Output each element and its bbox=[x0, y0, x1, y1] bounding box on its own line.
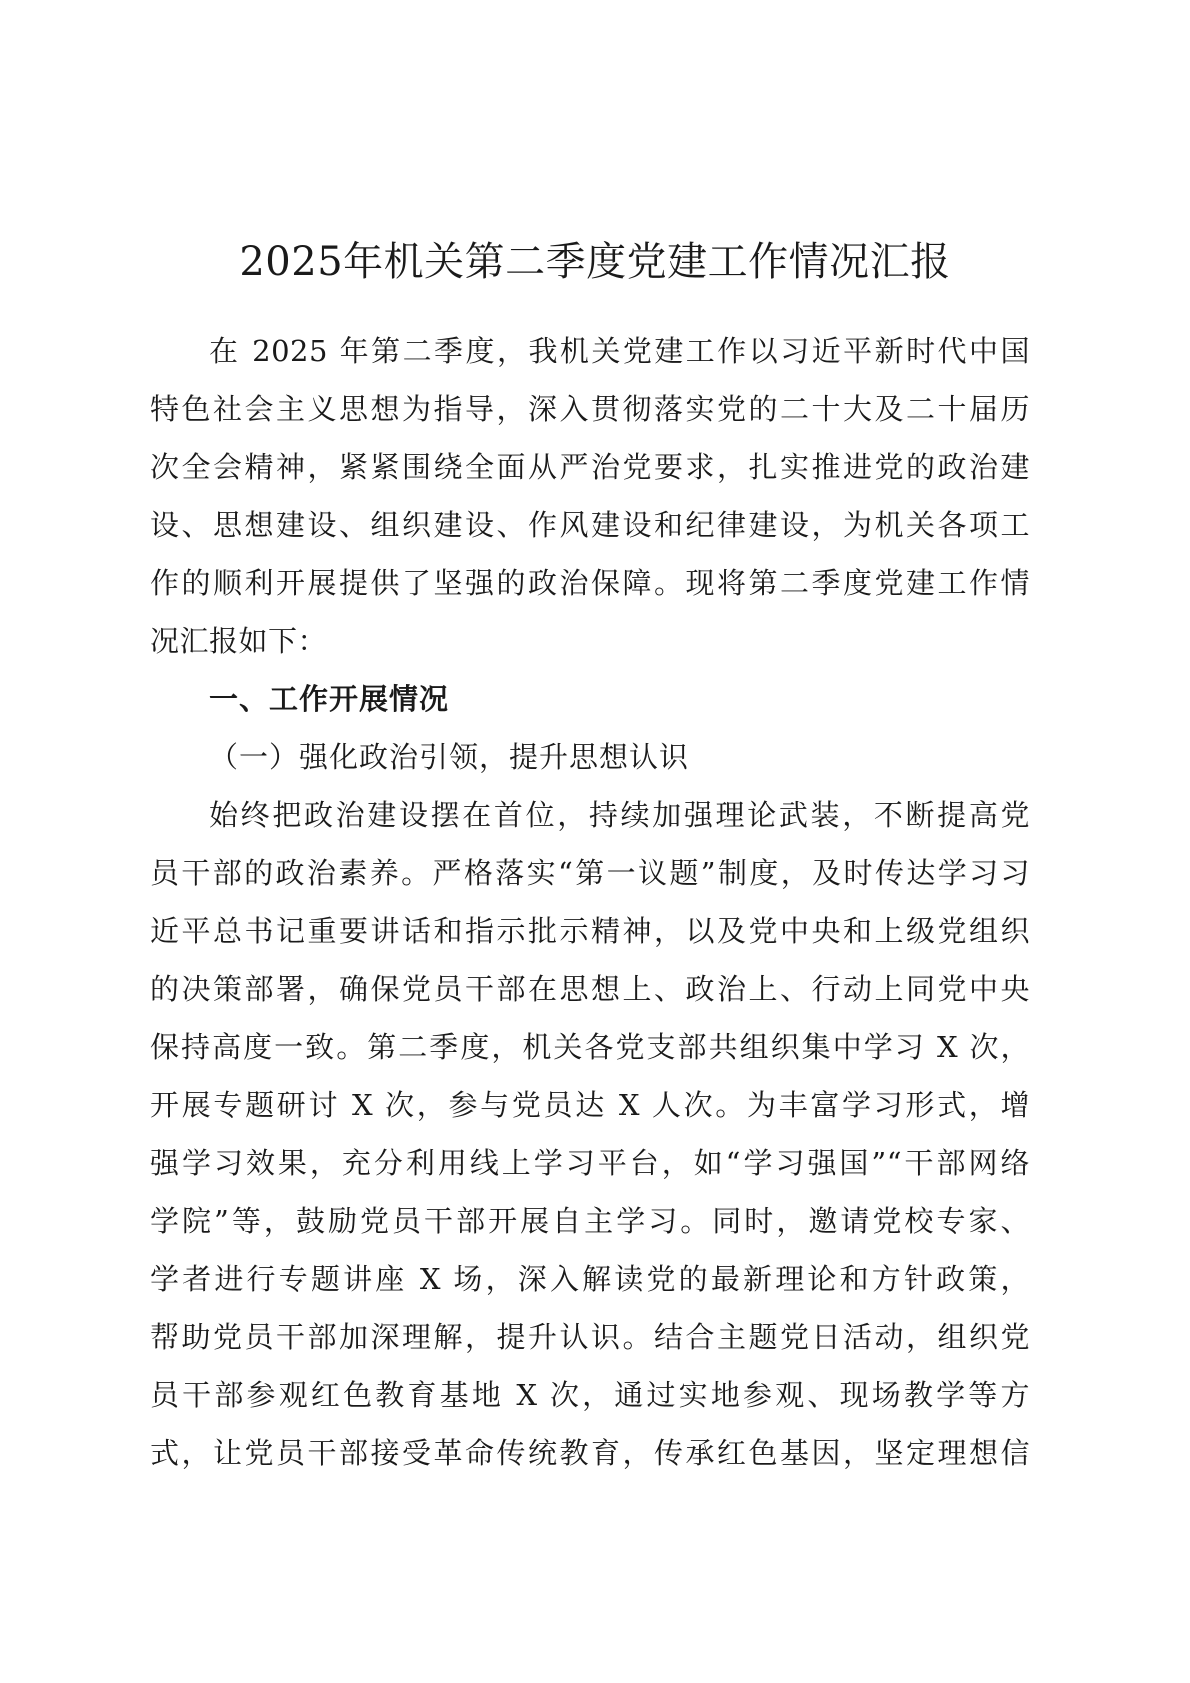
document-title: 2025年机关第二季度党建工作情况汇报 bbox=[239, 239, 951, 285]
body-line: 近平总书记重要讲话和指示批示精神，以及党中央和上级党组织 bbox=[150, 914, 1030, 948]
body-line: 保持高度一致。第二季度，机关各党支部共组织集中学习 X 次， bbox=[150, 1030, 1030, 1064]
body-line: 的决策部署，确保党员干部在思想上、政治上、行动上同党中央 bbox=[150, 972, 1030, 1006]
body-line: 式，让党员干部接受革命传统教育，传承红色基因，坚定理想信 bbox=[150, 1436, 1030, 1470]
intro-line: 设、思想建设、组织建设、作风建设和纪律建设，为机关各项工 bbox=[150, 508, 1030, 542]
intro-line: 特色社会主义思想为指导，深入贯彻落实党的二十大及二十届历 bbox=[150, 392, 1030, 426]
body-line: 员干部参观红色教育基地 X 次，通过实地参观、现场教学等方 bbox=[150, 1378, 1030, 1412]
intro-line: 次全会精神，紧紧围绕全面从严治党要求，扎实推进党的政治建 bbox=[150, 450, 1030, 484]
body-line: 帮助党员干部加深理解，提升认识。结合主题党日活动，组织党 bbox=[150, 1320, 1030, 1354]
body-line: 员干部的政治素养。严格落实“第一议题”制度，及时传达学习习 bbox=[150, 856, 1030, 890]
body-line: 学院”等，鼓励党员干部开展自主学习。同时，邀请党校专家、 bbox=[150, 1204, 1030, 1238]
section-heading: 一、工作开展情况 bbox=[209, 682, 450, 716]
body-line: 始终把政治建设摆在首位，持续加强理论武装，不断提高党 bbox=[209, 798, 1030, 832]
subsection-heading: （一）强化政治引领，提升思想认识 bbox=[209, 740, 690, 774]
intro-line: 作的顺利开展提供了坚强的政治保障。现将第二季度党建工作情 bbox=[150, 566, 1030, 600]
body-line: 强学习效果，充分利用线上学习平台，如“学习强国”“干部网络 bbox=[150, 1146, 1030, 1180]
intro-line: 在 2025 年第二季度，我机关党建工作以习近平新时代中国 bbox=[209, 334, 1030, 368]
body-line: 开展专题研讨 X 次，参与党员达 X 人次。为丰富学习形式，增 bbox=[150, 1088, 1030, 1122]
body-line: 学者进行专题讲座 X 场，深入解读党的最新理论和方针政策， bbox=[150, 1262, 1030, 1296]
intro-line: 况汇报如下： bbox=[150, 624, 328, 658]
